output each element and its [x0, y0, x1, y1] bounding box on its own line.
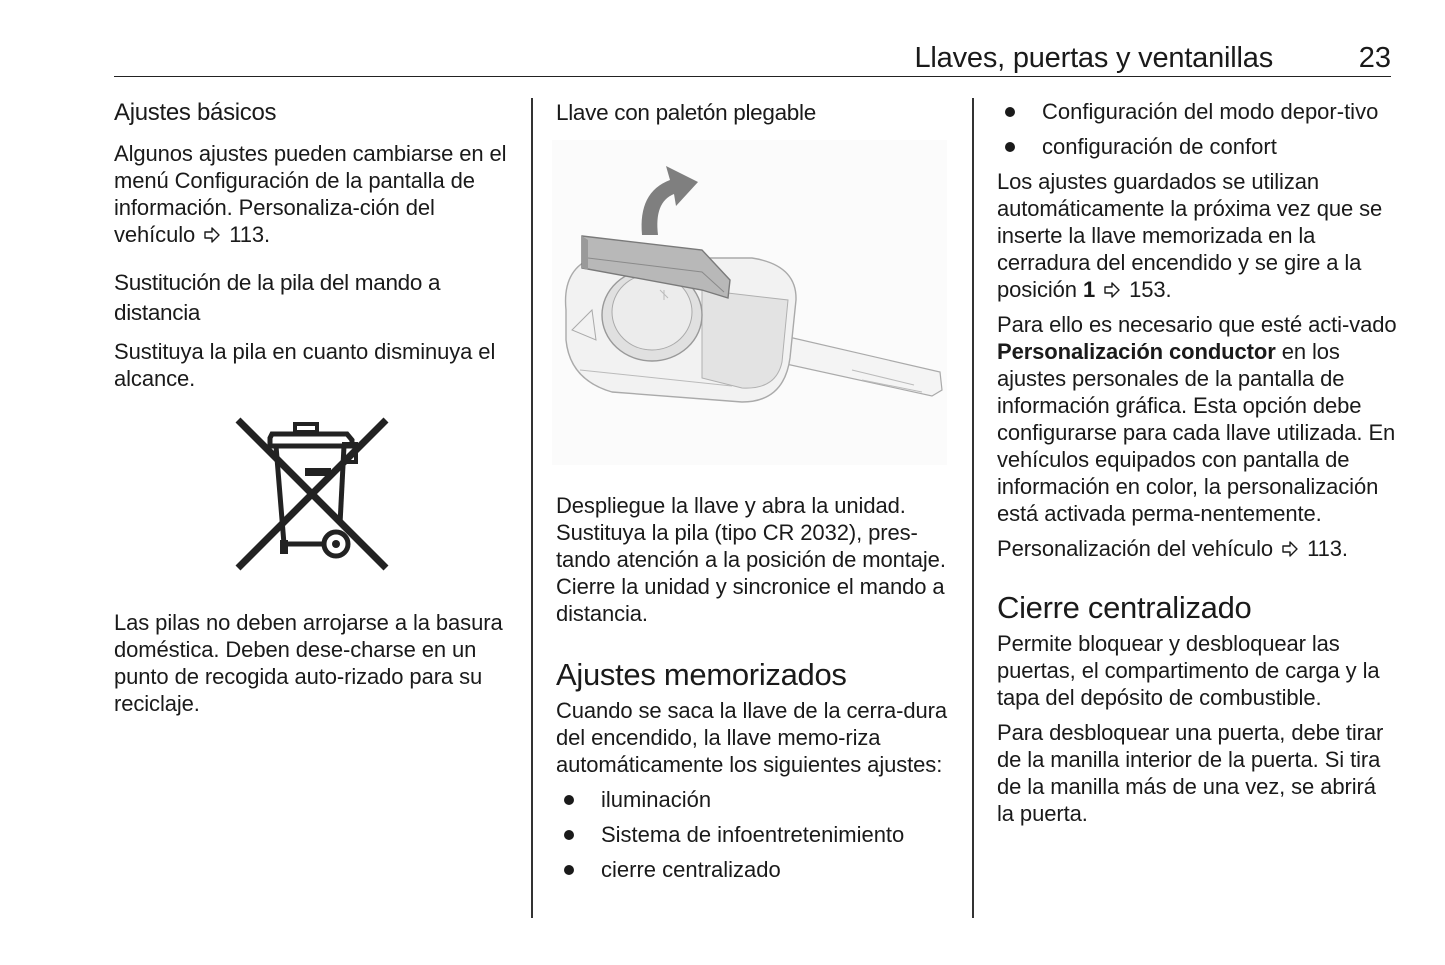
column-2	[556, 98, 956, 891]
bullet-icon	[564, 865, 574, 875]
paragraph: Personalización del vehículo 113.	[997, 536, 1348, 561]
section-heading-sustitucion-pila: Sustitución de la pila del mando a distancia	[114, 270, 441, 325]
paragraph: Para desbloquear una puerta, debe tirar de la manilla interior de la puerta. Si tira de la manilla más de una vez, se abrirá la puerta.	[997, 720, 1384, 826]
list-item: Sistema de infoentretenimiento	[556, 821, 956, 848]
bullet-icon	[564, 830, 574, 840]
section-heading-ajustes-basicos: Ajustes básicos	[114, 99, 277, 126]
column-divider	[972, 98, 974, 918]
paragraph: Despliegue la llave y abra la unidad. Sustituya la pila (tipo CR 2032), pres-tando atención a la posición de montaje. Cierre la unidad y sincronice el mando a distancia.	[556, 493, 946, 626]
paragraph: Permite bloquear y desbloquear las puertas, el compartimento de carga y la tapa del depósito de combustible.	[997, 631, 1380, 710]
menu-option-name: Personalización conductor	[997, 339, 1276, 364]
section-heading-llave-paleton: Llave con paletón plegable	[556, 100, 816, 125]
column-divider	[531, 98, 533, 918]
list-item: Configuración del modo depor-tivo	[997, 98, 1397, 125]
bullet-icon	[1005, 142, 1015, 152]
chapter-title: Llaves, puertas y ventanillas	[914, 42, 1273, 74]
paragraph: Los ajustes guardados se utilizan automáticamente la próxima vez que se inserte la llave memorizada en la cerradura del encendido y se gire a la posición 1 153.	[997, 169, 1383, 302]
arrow-reference-icon	[1281, 540, 1299, 558]
list-item: iluminación	[556, 786, 956, 813]
page-header	[114, 40, 1391, 77]
section-heading-ajustes-memorizados: Ajustes memorizados	[556, 657, 847, 692]
arrow-reference-icon	[203, 226, 221, 244]
key-battery-replacement-illustration	[552, 140, 947, 465]
page-reference-link[interactable]: 113.	[1307, 536, 1348, 561]
paragraph	[114, 140, 514, 248]
column-3	[997, 98, 1397, 835]
arrow-reference-icon	[1103, 281, 1121, 299]
paragraph-text: Algunos ajustes pueden cambiarse en el menú Configuración de la pantalla de información. Personaliza-ción del vehículo	[114, 141, 507, 247]
bullet-icon	[1005, 107, 1015, 117]
paragraph: Cuando se saca la llave de la cerra-dura del encendido, la llave memo-riza automáticamente los siguientes ajustes:	[556, 698, 948, 777]
paragraph: Sustituya la pila en cuanto disminuya el alcance.	[114, 339, 496, 391]
column-1	[114, 98, 514, 725]
section-heading-cierre-centralizado: Cierre centralizado	[997, 590, 1252, 625]
crossed-out-wheelie-bin-icon	[232, 416, 392, 576]
paragraph: Para ello es necesario que esté acti-vado Personalización conductor en los ajustes personales de la pantalla de información gráfica. Esta opción debe configurarse para cada llave utilizada. En vehículos equipados con pantalla de información en color, la personalización está activada perma-nentemente.	[997, 312, 1397, 526]
paragraph: Las pilas no deben arrojarse a la basura doméstica. Deben dese-charse en un punto de recogida auto-rizado para su reciclaje.	[114, 610, 503, 716]
list-item: cierre centralizado	[556, 856, 956, 883]
memorized-settings-list	[556, 786, 956, 883]
list-item: configuración de confort	[997, 133, 1397, 160]
page-reference-link[interactable]: 113.	[229, 222, 270, 247]
ignition-position: 1	[1082, 277, 1096, 302]
page-reference-link[interactable]: 153.	[1129, 277, 1172, 302]
bullet-icon	[564, 795, 574, 805]
memorized-settings-list-continued	[997, 98, 1397, 160]
page-number: 23	[1358, 42, 1391, 74]
